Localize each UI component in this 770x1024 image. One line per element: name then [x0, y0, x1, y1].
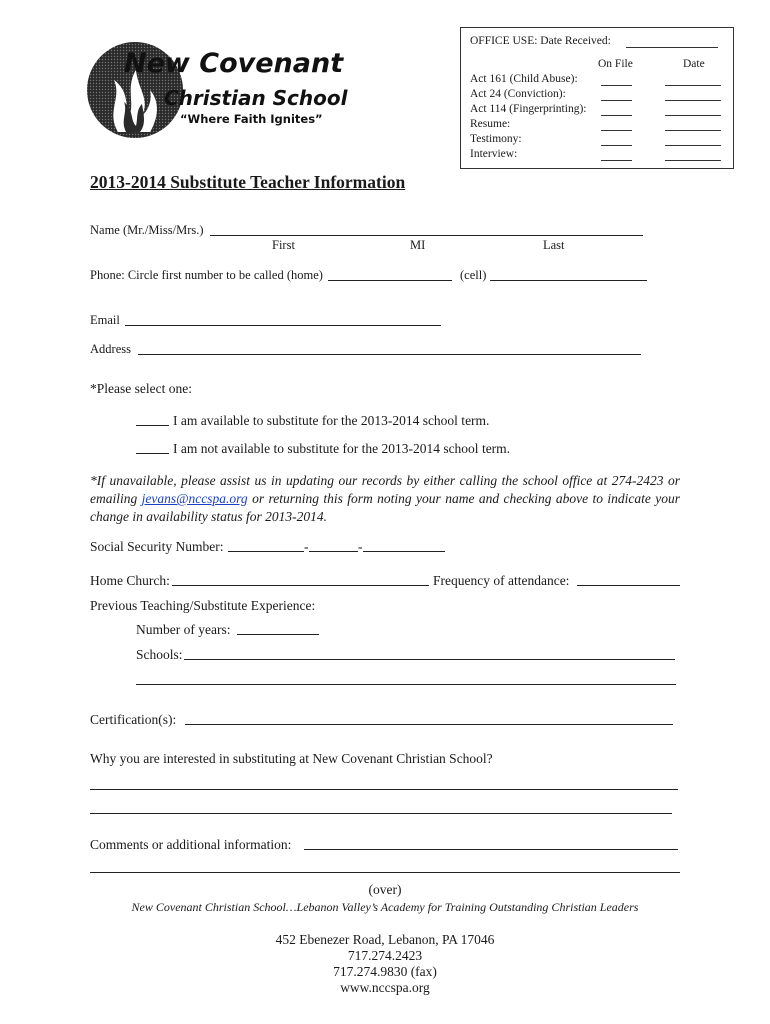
date-received-field[interactable] [626, 47, 718, 48]
comments-field[interactable] [304, 849, 678, 850]
office-row-label: Act 161 (Child Abuse): [470, 73, 578, 85]
certification-field[interactable] [185, 724, 673, 725]
date-field[interactable] [665, 115, 721, 116]
page-title: 2013-2014 Substitute Teacher Information [90, 172, 406, 192]
ssn-label: Social Security Number: [90, 539, 224, 554]
years-field[interactable] [237, 634, 319, 635]
on-file-field[interactable] [601, 130, 632, 131]
date-field[interactable] [665, 160, 721, 161]
date-field[interactable] [665, 85, 721, 86]
address-label: Address [90, 342, 131, 356]
footer-address: 452 Ebenezer Road, Lebanon, PA 17046 [275, 932, 495, 947]
available-checkline[interactable] [136, 425, 169, 426]
date-column-header: Date [683, 58, 705, 70]
footer-website[interactable]: www.nccspa.org [340, 980, 430, 995]
date-field[interactable] [665, 145, 721, 146]
phone-cell-label: (cell) [460, 268, 487, 282]
home-church-label: Home Church: [90, 573, 170, 588]
ssn-part1-field[interactable] [228, 551, 304, 552]
office-use-box [460, 27, 734, 169]
years-label: Number of years: [136, 622, 231, 637]
contact-email-link[interactable]: jevans@nccspa.org [141, 491, 248, 506]
office-row-label: Act 24 (Conviction): [470, 88, 566, 100]
ssn-part3-field[interactable] [363, 551, 445, 552]
logo-name-line2: Christian School [164, 86, 348, 110]
certification-label: Certification(s): [90, 712, 177, 727]
ssn-part2-field[interactable] [309, 551, 358, 552]
option-unavailable: I am not available to substitute for the 2013-2014 school term. [173, 441, 511, 456]
note-text: *If unavailable, please assist us in updating our records by either calling the school office at 274-2423 or emailing [90, 473, 680, 506]
comments-field-line2[interactable] [90, 872, 680, 873]
schools-field[interactable] [184, 659, 675, 660]
experience-label: Previous Teaching/Substitute Experience: [90, 598, 316, 613]
over-note: (over) [368, 882, 402, 897]
phone-home-label: Phone: Circle first number to be called (home) [90, 268, 323, 282]
why-interested-field-line2[interactable] [90, 813, 672, 814]
cell-phone-field[interactable] [490, 280, 647, 281]
footer-tagline: New Covenant Christian School…Lebanon Valley’s Academy for Training Outstanding Christian Leaders [131, 900, 639, 914]
schools-field-line2[interactable] [136, 684, 676, 685]
office-row-label: Act 114 (Fingerprinting): [470, 103, 587, 115]
home-church-field[interactable] [172, 585, 429, 586]
why-interested-field[interactable] [90, 789, 678, 790]
comments-label: Comments or additional information: [90, 837, 292, 852]
schools-label: Schools: [136, 647, 183, 662]
logo-tagline: “Where Faith Ignites” [180, 112, 323, 126]
frequency-field[interactable] [577, 585, 680, 586]
school-logo [80, 40, 350, 140]
name-last-caption: Last [543, 238, 565, 252]
on-file-field[interactable] [601, 100, 632, 101]
on-file-field[interactable] [601, 85, 632, 86]
home-phone-field[interactable] [328, 280, 452, 281]
email-label: Email [90, 313, 120, 327]
footer-fax: 717.274.9830 (fax) [333, 964, 437, 979]
name-mi-caption: MI [410, 238, 426, 252]
ssn-dash: - [304, 539, 309, 554]
note-text: or returning this form noting your name and checking above to indicate your change in availability status for 2013-2014. [90, 491, 680, 524]
date-field[interactable] [665, 100, 721, 101]
on-file-field[interactable] [601, 115, 632, 116]
select-one-label: *Please select one: [90, 381, 192, 396]
why-interested-label: Why you are interested in substituting at New Covenant Christian School? [90, 751, 493, 766]
on-file-column-header: On File [598, 58, 633, 70]
address-field[interactable] [138, 354, 641, 355]
office-use-header: OFFICE USE: Date Received: [470, 35, 611, 47]
unavailable-checkline[interactable] [136, 453, 169, 454]
logo-name-line1: New Covenant [124, 48, 344, 79]
on-file-field[interactable] [601, 160, 632, 161]
option-available: I am available to substitute for the 2013-2014 school term. [173, 413, 490, 428]
frequency-label: Frequency of attendance: [433, 573, 570, 588]
on-file-field[interactable] [601, 145, 632, 146]
name-label: Name (Mr./Miss/Mrs.) [90, 223, 204, 237]
office-row-label: Interview: [470, 148, 518, 160]
footer-phone: 717.274.2423 [347, 948, 423, 963]
office-row-label: Testimony: [470, 133, 522, 145]
ssn-dash: - [358, 539, 363, 554]
name-field[interactable] [210, 235, 643, 236]
date-field[interactable] [665, 130, 721, 131]
office-row-label: Resume: [470, 118, 511, 130]
unavailability-note [90, 472, 680, 526]
email-field[interactable] [125, 325, 441, 326]
name-first-caption: First [272, 238, 295, 252]
